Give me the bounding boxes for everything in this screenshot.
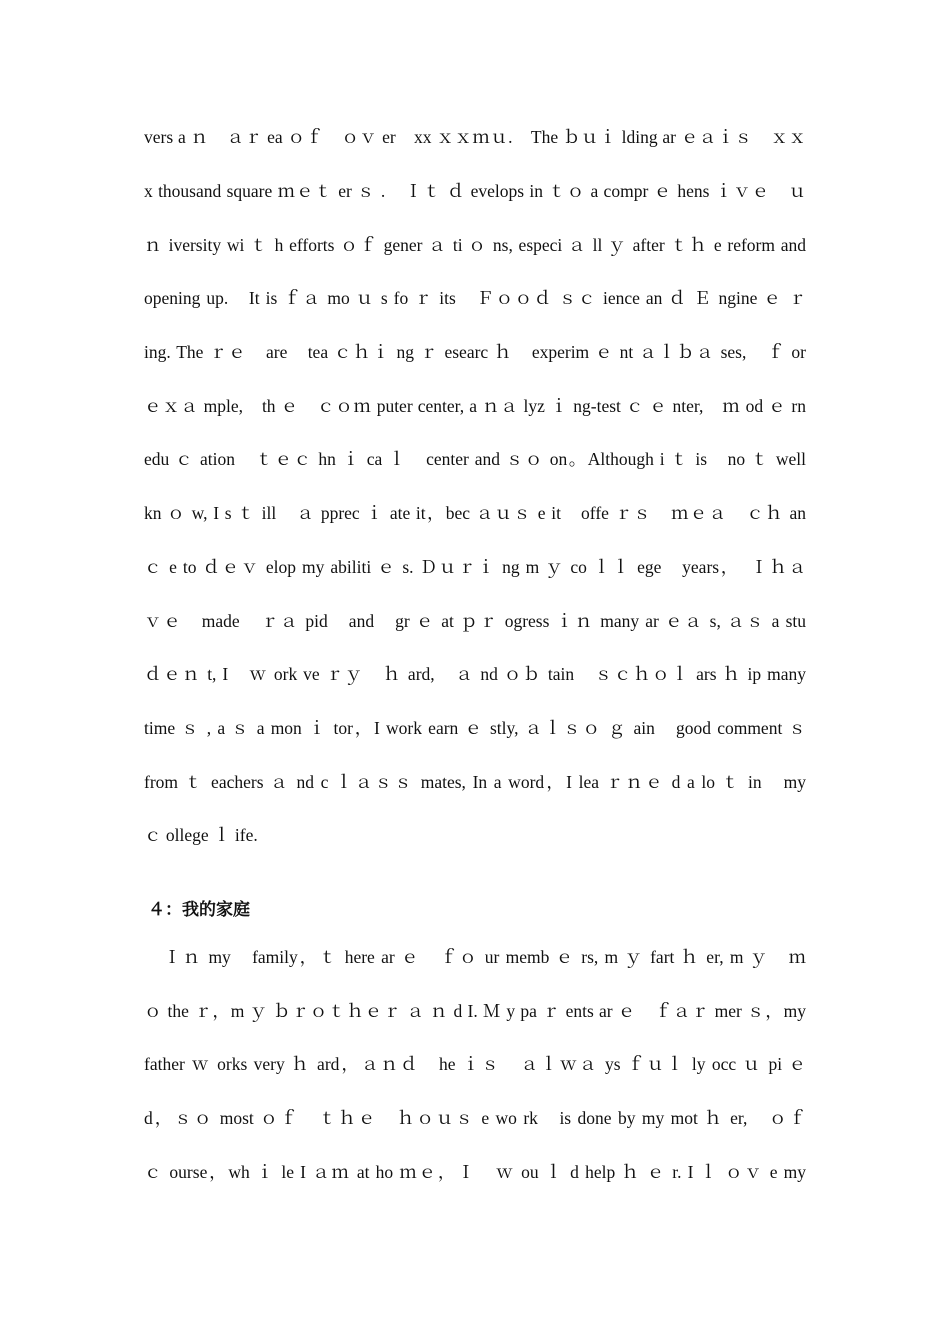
paragraph-line: ｃ ollege ｌ ife. — [144, 825, 258, 845]
paragraph-line: ｎ iversity wi ｔ h efforts ｏｆ gener ａ ti ｏ ns, especi ａ ll ｙ after ｔｈ e reform and — [144, 235, 806, 255]
paragraph-line: kn ｏ w, I s ｔ ill ａ pprec ｉ ate it，bec ａｕｓ e it offe ｒｓ ｍｅａ ｃｈ an — [144, 503, 806, 523]
paragraph-line: ｃ ourse，wh ｉ le I ａｍ at ho ｍｅ，Ｉ ｗ ou ｌ d help ｈ ｅ r. I ｌ ｏｖ e my — [144, 1162, 806, 1182]
paragraph-line: d，ｓｏ most ｏｆ ｔｈｅ ｈｏｕｓ e wo rk is done by my mot ｈ er, ｏｆ — [144, 1108, 806, 1128]
paragraph-line: ｅｘａ mple, th ｅ ｃｏｍ puter center, a ｎａ lyz ｉ ng-test ｃ ｅ nter, ｍ od ｅ rn — [144, 396, 806, 416]
paragraph-line: ｏ the ｒ，m ｙ ｂｒｏｔｈｅｒ ａ ｎ d I. Ｍ y pa ｒ ents ar ｅ ｆａｒ mer ｓ，my — [144, 1001, 806, 1021]
paragraph-line: ing. The ｒｅ are tea ｃｈｉ ng ｒ esearc ｈ experim ｅ nt ａｌｂａ ses, ｆ or — [144, 342, 806, 362]
section-heading: ４：我的家庭 — [148, 900, 250, 920]
paragraph-line: opening up. It is ｆａ mo ｕ s fo ｒ its Ｆｏｏｄ ｓｃ ience an ｄ Ｅ ngine ｅ ｒ — [144, 288, 806, 308]
paragraph-line: ｃ e to ｄｅｖ elop my abiliti ｅ s. Ｄｕｒｉ ng m ｙ co ｌｌ ege years， Ｉｈａ — [144, 557, 806, 577]
paragraph-line: time ｓ , a ｓ a mon ｉ tor，I work earn ｅ stly, ａｌｓｏ ｇ ain good comment ｓ — [144, 718, 806, 738]
paragraph-line: ｖｅ made ｒａ pid and gr ｅ at ｐｒ ogress ｉｎ many ar ｅａ s, ａｓ a stu — [144, 611, 806, 631]
paragraph-line: ｄｅｎ t, I ｗ ork ve ｒｙ ｈ ard, ａ nd ｏｂ tain ｓｃｈｏｌ ars ｈ ip many — [144, 664, 806, 684]
paragraph-line: father ｗ orks very ｈ ard，ａｎｄ he ｉｓ ａｌｗａ ys ｆｕｌ ly occ ｕ pi ｅ — [144, 1054, 806, 1074]
paragraph-line: vers a ｎ ａｒ ea ｏｆ ｏｖ er xx ｘｘｍｕ. The ｂｕｉ lding ar ｅａｉｓ ｘｘ — [144, 127, 806, 147]
paragraph-line: from ｔ eachers ａ nd c ｌａｓｓ mates, In a word，I lea ｒｎｅ d a lo ｔ in my — [144, 772, 806, 792]
paragraph-line: Ｉｎ my family，ｔ here ar ｅ ｆｏ ur memb ｅ rs, m ｙ fart ｈ er, m ｙ ｍ — [144, 947, 806, 967]
paragraph-line: edu ｃ ation ｔｅｃ hn ｉ ca ｌ center and ｓｏ on。Although i ｔ is no ｔ well — [144, 449, 806, 469]
paragraph-line: x thousand square ｍｅｔ er ｓ . Ｉｔ ｄ evelops in ｔｏ a compr ｅ hens ｉｖｅ ｕ — [144, 181, 806, 201]
